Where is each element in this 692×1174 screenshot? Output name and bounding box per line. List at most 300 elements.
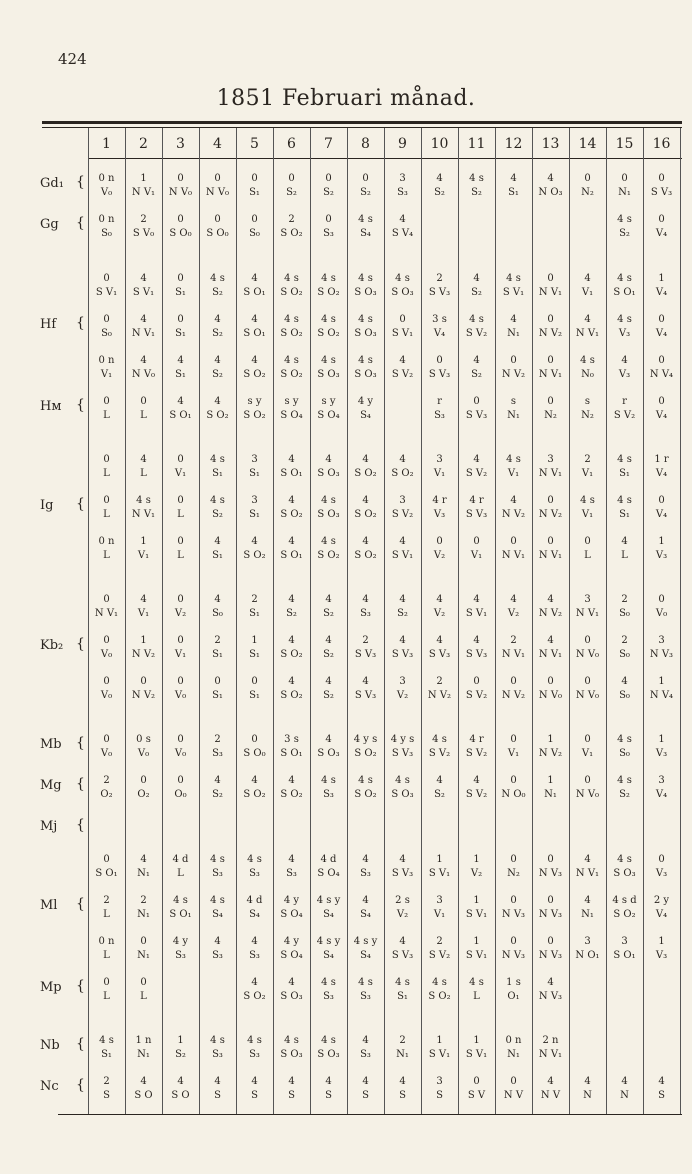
table-cell bbox=[273, 313, 310, 340]
cell-top-value bbox=[421, 815, 458, 829]
cell-top-value: 4 bbox=[251, 355, 258, 366]
table-cell bbox=[569, 172, 606, 199]
cell-bottom-value: S V₁ bbox=[465, 1049, 488, 1060]
cell-bottom-value: S V₃ bbox=[391, 649, 414, 660]
cell-bottom-value: L bbox=[103, 991, 110, 1002]
table-cell bbox=[88, 976, 125, 1003]
table-cell bbox=[88, 733, 125, 760]
cell-bottom-value: N V₀ bbox=[538, 690, 563, 701]
table-cell bbox=[273, 535, 310, 562]
cell-bottom-value: V₁ bbox=[100, 369, 113, 380]
table-cell bbox=[606, 815, 643, 829]
cell-top-value: 0 bbox=[177, 536, 184, 547]
table-cell bbox=[421, 313, 458, 340]
table-cell bbox=[532, 634, 569, 661]
cell-bottom-value: S₄ bbox=[249, 909, 260, 920]
cell-bottom-value: N V₃ bbox=[538, 991, 563, 1002]
cell-top-value: 4 s bbox=[247, 1035, 262, 1046]
cell-top-value: 0 bbox=[251, 734, 258, 745]
cell-top-value: 4 bbox=[214, 1076, 221, 1087]
cell-bottom-value: S₁ bbox=[249, 649, 260, 660]
cell-top-value: 0 bbox=[177, 775, 184, 786]
cell-top-value: 4 bbox=[325, 1076, 332, 1087]
cell-top-value: 4 r bbox=[432, 495, 447, 506]
cell-bottom-value: V₄ bbox=[655, 287, 668, 298]
cell-top-value: 0 n bbox=[505, 1035, 522, 1046]
column-header: 7 bbox=[324, 136, 333, 152]
table-cell bbox=[643, 815, 680, 829]
cell-top-value: 0 bbox=[510, 1076, 517, 1087]
cell-top-value: s bbox=[584, 396, 591, 407]
table-cell bbox=[199, 733, 236, 760]
cell-top-value: 4 bbox=[399, 1076, 406, 1087]
cell-bottom-value: N₁ bbox=[544, 789, 557, 800]
cell-bottom-value: S O₂ bbox=[354, 468, 377, 479]
cell-top-value: 0 bbox=[140, 775, 147, 786]
table-cell bbox=[347, 213, 384, 240]
table-cell bbox=[606, 395, 643, 422]
table-cell bbox=[236, 535, 273, 562]
cell-top-value: 4 bbox=[177, 1076, 184, 1087]
cell-bottom-value: V₄ bbox=[655, 328, 668, 339]
cell-bottom-value: S O₂ bbox=[317, 287, 340, 298]
column-header: 12 bbox=[504, 136, 523, 152]
cell-top-value: 4 bbox=[214, 936, 221, 947]
cell-bottom-value: S O₁ bbox=[95, 868, 118, 879]
cell-top-value: 0 bbox=[140, 977, 147, 988]
cell-bottom-value: S₂ bbox=[619, 228, 630, 239]
table-cell bbox=[606, 172, 643, 199]
table-cell bbox=[532, 172, 569, 199]
table-cell bbox=[569, 935, 606, 962]
table-cell bbox=[458, 395, 495, 422]
table-cell bbox=[273, 935, 310, 962]
table-cell bbox=[384, 1075, 421, 1102]
table-cell bbox=[384, 354, 421, 381]
cell-bottom-value: S V₃ bbox=[428, 649, 451, 660]
cell-top-value: 0 bbox=[325, 214, 332, 225]
cell-bottom-value: L bbox=[177, 550, 184, 561]
table-cell bbox=[347, 1075, 384, 1102]
cell-bottom-value: S₁ bbox=[175, 287, 186, 298]
cell-bottom-value: V₁ bbox=[470, 550, 483, 561]
cell-bottom-value: S V₂ bbox=[465, 789, 488, 800]
cell-top-value: 0 bbox=[103, 594, 110, 605]
cell-bottom-value: S O₃ bbox=[317, 1049, 340, 1060]
table-cell bbox=[643, 535, 680, 562]
table-cell bbox=[162, 675, 199, 702]
table-cell bbox=[495, 272, 532, 299]
cell-bottom-value: S O₁ bbox=[280, 550, 303, 561]
cell-bottom-value: L bbox=[140, 410, 147, 421]
table-cell bbox=[384, 976, 421, 1003]
cell-top-value: 0 bbox=[473, 396, 480, 407]
cell-bottom-value: S V₂ bbox=[465, 328, 488, 339]
table-cell bbox=[384, 733, 421, 760]
cell-top-value: 4 bbox=[362, 1035, 369, 1046]
table-cell bbox=[125, 535, 162, 562]
cell-bottom-value: V₁ bbox=[507, 748, 520, 759]
table-cell bbox=[347, 774, 384, 801]
cell-top-value bbox=[199, 815, 236, 829]
table-cell bbox=[88, 853, 125, 880]
table-cell bbox=[458, 172, 495, 199]
cell-bottom-value: S bbox=[251, 1090, 258, 1101]
cell-top-value: 4 bbox=[473, 273, 480, 284]
cell-top-value bbox=[569, 1034, 606, 1048]
cell-top-value: 4 s bbox=[247, 854, 262, 865]
cell-bottom-value: L bbox=[140, 991, 147, 1002]
table-cell bbox=[125, 494, 162, 521]
cell-top-value: 4 bbox=[621, 676, 628, 687]
table-cell bbox=[643, 313, 680, 340]
table-cell bbox=[273, 172, 310, 199]
table-cell bbox=[310, 634, 347, 661]
table-cell bbox=[310, 213, 347, 240]
cell-top-value bbox=[162, 976, 199, 990]
cell-bottom-value: S₃ bbox=[286, 868, 297, 879]
table-cell bbox=[532, 774, 569, 801]
cell-top-value: 3 bbox=[584, 936, 591, 947]
cell-bottom-value: N V₄ bbox=[649, 369, 674, 380]
cell-top-value: 2 bbox=[103, 1076, 110, 1087]
cell-top-value: 0 bbox=[214, 676, 221, 687]
cell-bottom-value: N O₁ bbox=[575, 950, 600, 961]
cell-top-value: 3 bbox=[251, 454, 258, 465]
table-cell bbox=[569, 1034, 606, 1048]
brace-icon: { bbox=[76, 776, 85, 792]
cell-top-value: 4 bbox=[399, 536, 406, 547]
cell-bottom-value: N V bbox=[503, 1090, 524, 1101]
cell-bottom-value: S₀ bbox=[619, 748, 630, 759]
cell-top-value: 0 bbox=[177, 594, 184, 605]
cell-top-value: 4 bbox=[510, 173, 517, 184]
cell-bottom-value: N₁ bbox=[137, 950, 150, 961]
table-cell bbox=[569, 593, 606, 620]
table-cell bbox=[458, 354, 495, 381]
table-cell bbox=[273, 733, 310, 760]
table-cell bbox=[236, 976, 273, 1003]
cell-top-value: 3 s bbox=[432, 314, 447, 325]
table-cell bbox=[347, 453, 384, 480]
cell-bottom-value: S O₂ bbox=[280, 789, 303, 800]
cell-bottom-value: S₄ bbox=[323, 950, 334, 961]
cell-top-value: 4 s d bbox=[612, 895, 637, 906]
cell-top-value: 0 bbox=[399, 314, 406, 325]
cell-top-value: 0 bbox=[288, 173, 295, 184]
column-header: 4 bbox=[213, 136, 222, 152]
cell-top-value: 0 bbox=[177, 454, 184, 465]
page-title: 1851 Februari månad. bbox=[216, 86, 476, 111]
cell-top-value: 0 bbox=[510, 734, 517, 745]
table-cell bbox=[495, 976, 532, 1003]
cell-top-value: 4 bbox=[140, 273, 147, 284]
cell-bottom-value: S₄ bbox=[323, 909, 334, 920]
table-cell bbox=[421, 634, 458, 661]
cell-bottom-value: S₂ bbox=[397, 608, 408, 619]
table-cell bbox=[125, 1034, 162, 1061]
cell-top-value: 4 s bbox=[210, 1035, 225, 1046]
cell-bottom-value: N₁ bbox=[618, 187, 631, 198]
cell-top-value: 4 bbox=[325, 676, 332, 687]
cell-top-value: 1 bbox=[658, 273, 665, 284]
cell-top-value: 4 bbox=[547, 1076, 554, 1087]
table-cell bbox=[384, 494, 421, 521]
cell-top-value: 4 bbox=[362, 1076, 369, 1087]
table-cell bbox=[606, 935, 643, 962]
bottom-rule bbox=[58, 1114, 682, 1115]
cell-bottom-value: N V₂ bbox=[427, 690, 452, 701]
cell-top-value: 0 bbox=[103, 734, 110, 745]
table-cell bbox=[384, 1034, 421, 1061]
cell-bottom-value: S bbox=[325, 1090, 332, 1101]
table-cell bbox=[273, 213, 310, 240]
cell-top-value: 4 y s bbox=[353, 734, 378, 745]
cell-bottom-value: S₃ bbox=[249, 868, 260, 879]
cell-top-value: 4 bbox=[584, 273, 591, 284]
table-cell bbox=[495, 172, 532, 199]
table-cell bbox=[310, 354, 347, 381]
cell-bottom-value: N V₁ bbox=[94, 608, 119, 619]
cell-bottom-value: S bbox=[214, 1090, 221, 1101]
cell-top-value: 1 bbox=[436, 1035, 443, 1046]
cell-top-value: 4 bbox=[399, 854, 406, 865]
cell-top-value: 4 bbox=[473, 775, 480, 786]
cell-bottom-value: V₀ bbox=[655, 608, 668, 619]
table-cell bbox=[606, 853, 643, 880]
table-cell bbox=[569, 272, 606, 299]
table-cell bbox=[162, 593, 199, 620]
cell-bottom-value: N V₂ bbox=[538, 608, 563, 619]
table-cell bbox=[384, 313, 421, 340]
cell-top-value: 2 n bbox=[542, 1035, 559, 1046]
cell-top-value: 4 s bbox=[469, 314, 484, 325]
table-cell bbox=[310, 815, 347, 829]
cell-top-value: 0 bbox=[584, 635, 591, 646]
table-cell bbox=[421, 1034, 458, 1061]
cell-bottom-value: V₄ bbox=[655, 509, 668, 520]
cell-bottom-value: S O₁ bbox=[280, 748, 303, 759]
cell-top-value: 1 bbox=[140, 173, 147, 184]
column-header: 6 bbox=[287, 136, 296, 152]
table-cell bbox=[495, 1034, 532, 1061]
cell-top-value: 4 s bbox=[580, 355, 595, 366]
table-cell bbox=[384, 395, 421, 409]
cell-top-value: 0 bbox=[140, 676, 147, 687]
cell-bottom-value: L bbox=[103, 950, 110, 961]
cell-bottom-value: S V₃ bbox=[354, 649, 377, 660]
cell-top-value: 0 bbox=[658, 173, 665, 184]
cell-top-value: 4 s bbox=[321, 775, 336, 786]
cell-bottom-value: N V₂ bbox=[131, 649, 156, 660]
cell-bottom-value: S₁ bbox=[175, 369, 186, 380]
table-cell bbox=[273, 774, 310, 801]
cell-top-value: 4 bbox=[621, 1076, 628, 1087]
cell-top-value: 1 bbox=[473, 936, 480, 947]
table-cell bbox=[643, 1034, 680, 1048]
table-cell bbox=[421, 815, 458, 829]
cell-bottom-value: S O₂ bbox=[243, 369, 266, 380]
table-cell bbox=[532, 395, 569, 422]
table-cell bbox=[495, 733, 532, 760]
cell-bottom-value: S₁ bbox=[249, 608, 260, 619]
table-cell bbox=[458, 894, 495, 921]
cell-top-value: 4 bbox=[510, 495, 517, 506]
table-cell bbox=[310, 675, 347, 702]
cell-top-value: 4 bbox=[288, 676, 295, 687]
cell-top-value: 4 s bbox=[432, 977, 447, 988]
table-cell bbox=[162, 272, 199, 299]
cell-bottom-value: S₁ bbox=[249, 690, 260, 701]
table-cell bbox=[569, 213, 606, 227]
cell-top-value bbox=[532, 213, 569, 227]
cell-bottom-value: S V₁ bbox=[465, 608, 488, 619]
cell-bottom-value: S₂ bbox=[212, 509, 223, 520]
table-cell bbox=[495, 853, 532, 880]
table-cell bbox=[606, 535, 643, 562]
cell-top-value: 1 bbox=[436, 854, 443, 865]
cell-top-value: 4 s bbox=[321, 536, 336, 547]
cell-top-value: 1 r bbox=[654, 454, 669, 465]
cell-bottom-value: S O₁ bbox=[613, 950, 636, 961]
table-cell bbox=[643, 354, 680, 381]
cell-bottom-value: N V₁ bbox=[538, 287, 563, 298]
cell-top-value: 4 s bbox=[136, 495, 151, 506]
cell-bottom-value: N V₀ bbox=[575, 789, 600, 800]
cell-top-value: 0 n bbox=[98, 173, 115, 184]
table-cell bbox=[162, 535, 199, 562]
cell-top-value: 4 bbox=[288, 1076, 295, 1087]
cell-bottom-value: S₃ bbox=[212, 950, 223, 961]
cell-bottom-value: S₃ bbox=[360, 608, 371, 619]
cell-bottom-value: S V bbox=[467, 1090, 486, 1101]
cell-bottom-value: S₁ bbox=[508, 187, 519, 198]
cell-top-value bbox=[569, 815, 606, 829]
table-cell bbox=[199, 634, 236, 661]
cell-bottom-value: S O₂ bbox=[243, 550, 266, 561]
table-cell bbox=[532, 894, 569, 921]
cell-bottom-value: S O₂ bbox=[391, 468, 414, 479]
cell-top-value: 4 bbox=[140, 314, 147, 325]
table-cell bbox=[495, 593, 532, 620]
table-cell bbox=[310, 853, 347, 880]
table-cell bbox=[569, 395, 606, 422]
cell-bottom-value: S V₂ bbox=[465, 690, 488, 701]
cell-bottom-value: L bbox=[473, 991, 480, 1002]
cell-top-value: 1 bbox=[473, 854, 480, 865]
table-cell bbox=[495, 894, 532, 921]
table-cell bbox=[532, 1034, 569, 1061]
table-cell bbox=[606, 453, 643, 480]
table-cell bbox=[532, 272, 569, 299]
table-cell bbox=[236, 494, 273, 521]
table-cell bbox=[125, 774, 162, 801]
cell-bottom-value: S₁ bbox=[212, 550, 223, 561]
table-cell bbox=[162, 815, 199, 829]
table-cell bbox=[458, 1075, 495, 1102]
cell-bottom-value: S O₁ bbox=[169, 410, 192, 421]
table-cell bbox=[273, 894, 310, 921]
cell-top-value: 4 bbox=[288, 635, 295, 646]
cell-top-value: 4 s bbox=[617, 214, 632, 225]
cell-bottom-value: N bbox=[583, 1090, 592, 1101]
table-cell bbox=[643, 272, 680, 299]
cell-top-value: 4 s bbox=[617, 273, 632, 284]
table-cell bbox=[643, 853, 680, 880]
cell-top-value: 4 y bbox=[283, 936, 300, 947]
brace-icon: { bbox=[76, 1077, 85, 1093]
cell-bottom-value: N V₁ bbox=[538, 550, 563, 561]
cell-top-value: 0 bbox=[547, 895, 554, 906]
cell-bottom-value: N V₃ bbox=[501, 950, 526, 961]
table-cell bbox=[458, 593, 495, 620]
table-cell bbox=[458, 1034, 495, 1061]
cell-bottom-value: N O₃ bbox=[538, 187, 563, 198]
cell-bottom-value: S O₂ bbox=[428, 991, 451, 1002]
cell-bottom-value: N₁ bbox=[396, 1049, 409, 1060]
cell-bottom-value: S V₂ bbox=[465, 468, 488, 479]
cell-bottom-value: S O₃ bbox=[391, 287, 414, 298]
table-cell bbox=[236, 733, 273, 760]
top-rule-thin bbox=[42, 127, 682, 128]
cell-top-value: 4 bbox=[362, 676, 369, 687]
page-number: 424 bbox=[58, 50, 87, 68]
table-cell bbox=[458, 815, 495, 829]
table-cell bbox=[384, 894, 421, 921]
cell-top-value: 1 bbox=[547, 734, 554, 745]
table-cell bbox=[199, 213, 236, 240]
cell-top-value: 1 bbox=[473, 895, 480, 906]
cell-bottom-value: V₂ bbox=[396, 909, 409, 920]
cell-top-value: 1 bbox=[658, 936, 665, 947]
column-header: 9 bbox=[398, 136, 407, 152]
table-cell bbox=[458, 453, 495, 480]
cell-top-value: 2 bbox=[214, 734, 221, 745]
cell-bottom-value: N V₁ bbox=[538, 369, 563, 380]
table-cell bbox=[199, 354, 236, 381]
cell-bottom-value: S bbox=[103, 1090, 110, 1101]
cell-top-value: 4 bbox=[214, 536, 221, 547]
cell-top-value: 4 bbox=[214, 775, 221, 786]
cell-top-value: 0 bbox=[658, 214, 665, 225]
table-cell bbox=[273, 494, 310, 521]
cell-bottom-value: V₁ bbox=[174, 649, 187, 660]
table-cell bbox=[162, 395, 199, 422]
table-cell bbox=[421, 395, 458, 422]
cell-bottom-value: N₁ bbox=[137, 868, 150, 879]
cell-top-value: 4 s bbox=[469, 977, 484, 988]
cell-bottom-value: N V₁ bbox=[131, 509, 156, 520]
cell-top-value: 0 bbox=[362, 173, 369, 184]
table-cell bbox=[125, 815, 162, 829]
cell-bottom-value: S V₃ bbox=[354, 690, 377, 701]
cell-top-value: 4 bbox=[140, 594, 147, 605]
cell-bottom-value: S₃ bbox=[323, 228, 334, 239]
table-cell bbox=[421, 593, 458, 620]
cell-top-value: 0 bbox=[473, 676, 480, 687]
cell-bottom-value: S O₂ bbox=[280, 649, 303, 660]
cell-top-value bbox=[643, 1034, 680, 1048]
cell-top-value: 4 s bbox=[469, 173, 484, 184]
cell-bottom-value: V₁ bbox=[581, 509, 594, 520]
cell-top-value: 4 bbox=[140, 355, 147, 366]
cell-top-value bbox=[236, 815, 273, 829]
cell-bottom-value: S₁ bbox=[212, 468, 223, 479]
cell-top-value: 4 bbox=[399, 355, 406, 366]
station-label: Mb bbox=[40, 737, 62, 752]
cell-top-value: 2 bbox=[214, 635, 221, 646]
cell-top-value: 4 bbox=[214, 355, 221, 366]
